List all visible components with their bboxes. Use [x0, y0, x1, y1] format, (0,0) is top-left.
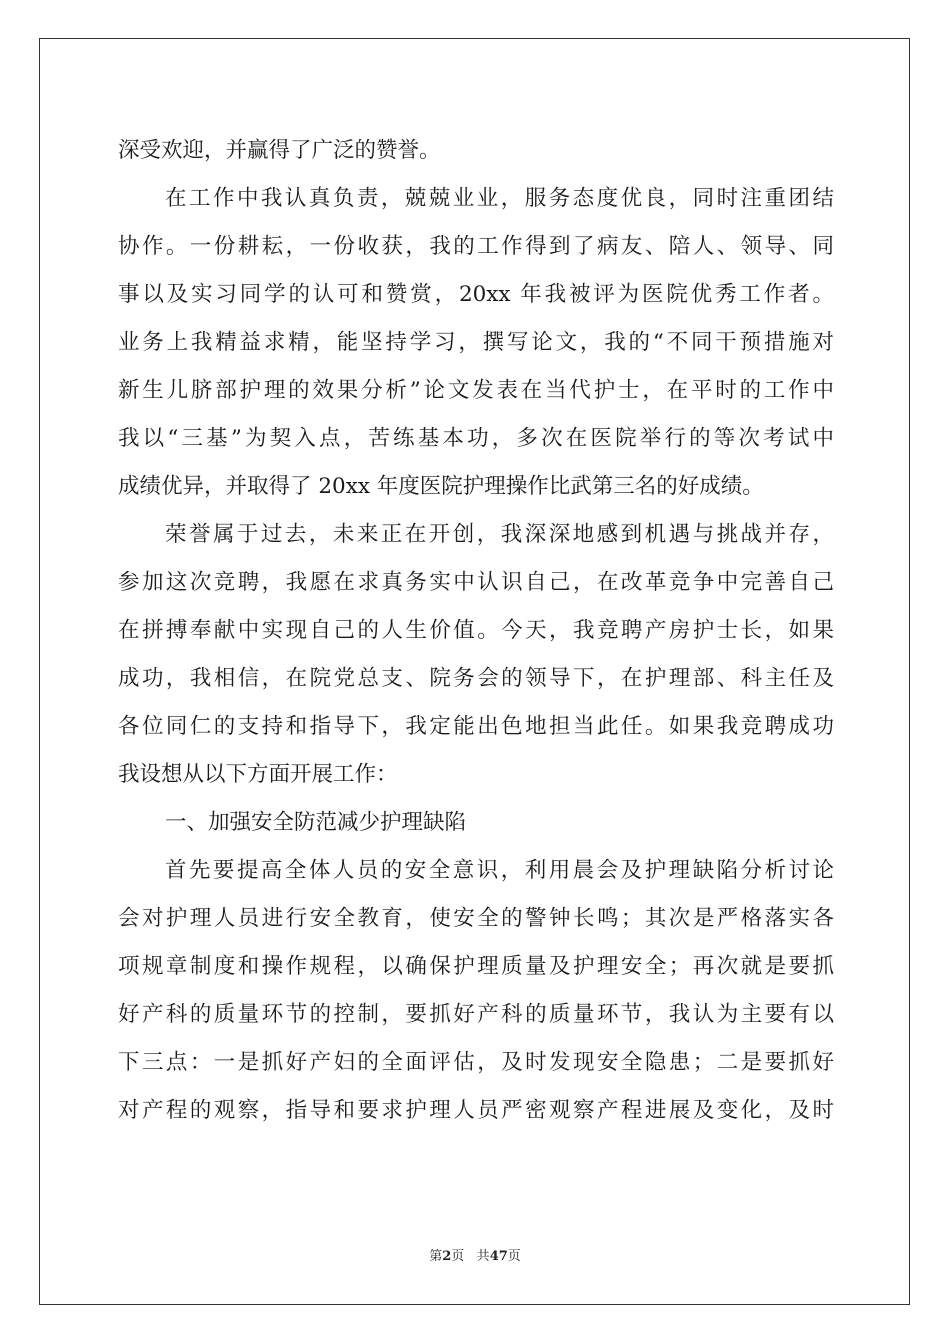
total-prefix: 共 [476, 1249, 490, 1264]
paragraph-first-line: 首先要提高全体人员的安全意识，利用晨会及护理缺陷分析讨论 [165, 858, 834, 883]
page-suffix: 页 [451, 1249, 465, 1264]
paragraph-first-line: 荣誉属于过去，未来正在开创，我深深地感到机遇与挑战并存， [165, 522, 834, 547]
page-footer [0, 1245, 950, 1264]
text-line: 我以“三基”为契入点，苦练基本功，多次在医院举行的等次考试中 [118, 426, 834, 451]
text-line: 会对护理人员进行安全教育，使安全的警钟长鸣；其次是严格落实各 [118, 906, 834, 931]
text-line: 新生儿脐部护理的效果分析”论文发表在当代护士，在平时的工作中 [118, 378, 834, 403]
text-line: 各位同仁的支持和指导下，我定能出色地担当此任。如果我竞聘成功 [118, 714, 834, 739]
total-suffix: 页 [507, 1249, 521, 1264]
paragraph-first-line: 在工作中我认真负责，兢兢业业，服务态度优良，同时注重团结 [165, 186, 834, 211]
text-line: 下三点：一是抓好产妇的全面评估，及时发现安全隐患；二是要抓好 [118, 1050, 834, 1075]
page-number: 2 [442, 1249, 452, 1264]
text-line: 成功，我相信，在院党总支、院务会的领导下，在护理部、科主任及 [118, 666, 834, 691]
text-line: 项规章制度和操作规程，以确保护理质量及护理安全；再次就是要抓 [118, 954, 834, 979]
text-line: 在拼搏奉献中实现自己的人生价值。今天，我竞聘产房护士长，如果 [118, 618, 834, 643]
page-prefix: 第 [429, 1249, 443, 1264]
text-line: 对产程的观察，指导和要求护理人员严密观察产程进展及变化，及时 [118, 1098, 834, 1123]
text-line: 事以及实习同学的认可和赞赏，20xx 年我被评为医院优秀工作者。 [118, 282, 834, 307]
text-line: 协作。一份耕耘，一份收获，我的工作得到了病友、陪人、领导、同 [118, 234, 834, 259]
text-line: 成绩优异，并取得了 20xx 年度医院护理操作比武第三名的好成绩。 [118, 474, 764, 499]
text-line: 深受欢迎，并赢得了广泛的赞誉。 [118, 138, 441, 163]
text-line: 参加这次竞聘，我愿在求真务实中认识自己，在改革竞争中完善自己 [118, 570, 834, 595]
text-line: 我设想从以下方面开展工作： [118, 762, 398, 787]
section-heading: 一、加强安全防范减少护理缺陷 [165, 810, 467, 835]
total-pages: 47 [489, 1249, 508, 1264]
text-line: 业务上我精益求精，能坚持学习，撰写论文，我的“不同干预措施对 [118, 330, 834, 355]
text-line: 好产科的质量环节的控制，要抓好产科的质量环节，我认为主要有以 [118, 1002, 834, 1027]
